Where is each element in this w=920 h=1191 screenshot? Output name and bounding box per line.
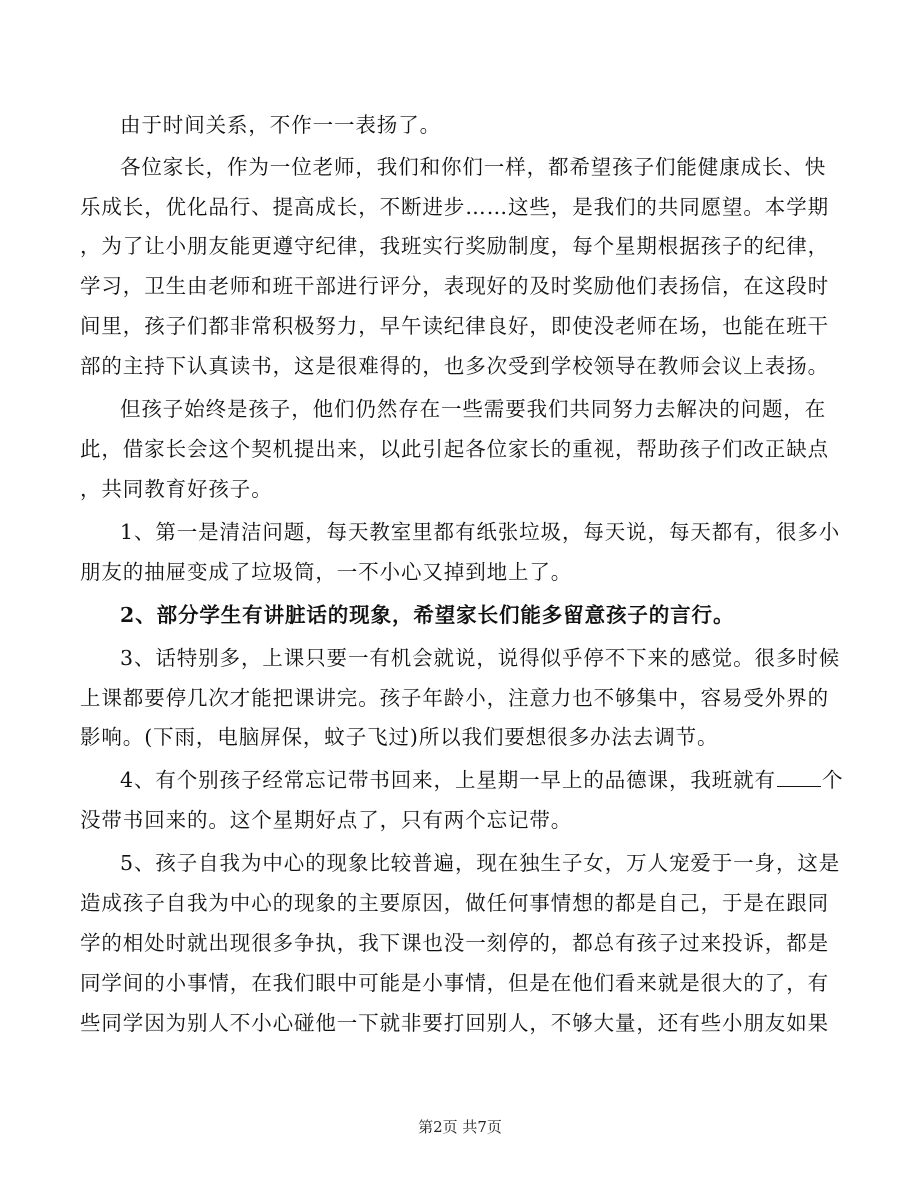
- text-line: 些同学因为别人不小心碰他一下就非要打回别人，不够大量，还有些小朋友如果: [80, 1011, 829, 1035]
- text-line: 间里，孩子们都非常积极努力，早午读纪律良好，即使没老师在场，也能在班干: [80, 314, 829, 338]
- text-line: 部的主持下认真读书，这是很难得的，也多次受到学校领导在教师会议上表扬。: [80, 354, 829, 378]
- fill-in-blank: [777, 768, 821, 787]
- text-line: ，为了让小朋友能更遵守纪律，我班实行奖励制度，每个星期根据孩子的纪律，: [80, 234, 829, 258]
- text-line: 学习，卫生由老师和班干部进行评分，表现好的及时奖励他们表扬信，在这段时: [80, 274, 829, 298]
- text-line: 此，借家长会这个契机提出来，以此引起各位家长的重视，帮助孩子们改正缺点: [80, 437, 829, 461]
- text-line: 影响。(下雨，电脑屏保，蚊子飞过)所以我们要想很多办法去调节。: [80, 725, 719, 749]
- text-line: 朋友的抽屉变成了垃圾筒，一不小心又掉到地上了。: [80, 560, 573, 584]
- text-line: 各位家长，作为一位老师，我们和你们一样，都希望孩子们能健康成长、快: [120, 155, 827, 179]
- text-line: 造成孩子自我为中心的现象的主要原因，做任何事情想的都是自己，于是在跟同: [80, 891, 829, 915]
- text-line: 同学间的小事情，在我们眼中可能是小事情，但是在他们看来就是很大的了，有: [80, 971, 829, 995]
- text-line: 但孩子始终是孩子，他们仍然存在一些需要我们共同努力去解决的问题，在: [120, 397, 827, 421]
- text-line: 由于时间关系，不作一一表扬了。: [120, 113, 441, 137]
- text-segment: 个: [821, 768, 844, 792]
- text-line: 没带书回来的。这个星期好点了，只有两个忘记带。: [80, 808, 573, 832]
- text-line-with-blank: [120, 765, 844, 795]
- text-line: ，共同教育好孩子。: [80, 477, 273, 501]
- text-line: 乐成长，优化品行、提高成长，不断进步……这些，是我们的共同愿望。本学期: [80, 195, 829, 219]
- text-line: 学的相处时就出现很多争执，我下课也没一刻停的，都总有孩子过来投诉，都是: [80, 931, 829, 955]
- text-line: 3、话特别多，上课只要一有机会就说，说得似乎停不下来的感觉。很多时候: [120, 646, 841, 670]
- text-line: 2、部分学生有讲脏话的现象，希望家长们能多留意孩子的言行。: [120, 603, 735, 627]
- text-line: 上课都要停几次才能把课讲完。孩子年龄小，注意力也不够集中，容易受外界的: [80, 686, 829, 710]
- page-number: 第2页 共7页: [418, 1118, 502, 1136]
- text-segment: 4、有个别孩子经常忘记带书回来，上星期一早上的品德课，我班就有: [120, 768, 776, 792]
- text-line: 1、第一是清洁问题，每天教室里都有纸张垃圾，每天说，每天都有，很多小: [120, 520, 841, 544]
- text-line: 5、孩子自我为中心的现象比较普遍，现在独生子女，万人宠爱于一身，这是: [120, 851, 841, 875]
